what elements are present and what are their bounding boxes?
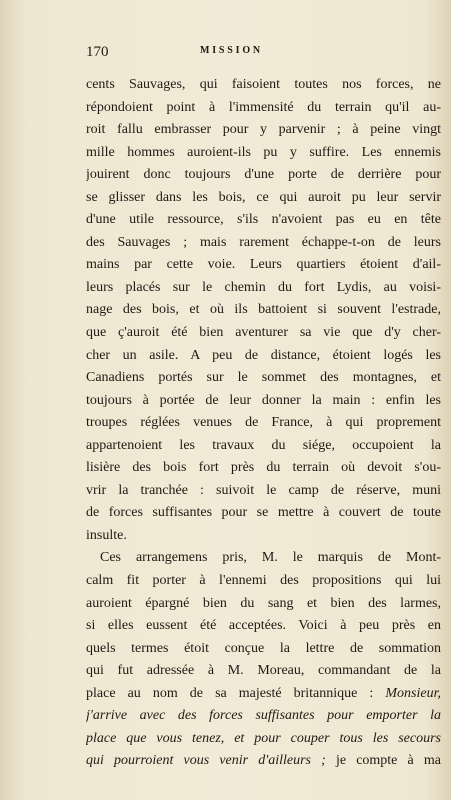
italic-line: j'arrive avec des forces suffisantes pour emporter la bbox=[86, 708, 441, 724]
text-line: leurs placés sur le chemin du fort Lydis, au voisi- bbox=[86, 279, 441, 295]
text-line: des Sauvages ; mais rarement échappe-t-on de leurs bbox=[86, 234, 441, 250]
text-line: nage des bois, et où ils battoient si souvent l'estrade, bbox=[86, 302, 441, 318]
page-header bbox=[86, 44, 441, 62]
text-line: se glisser dans les bois, ce qui auroit pu leur servir bbox=[86, 189, 441, 205]
paragraph-end-line: insulte. bbox=[86, 527, 127, 543]
text-line: calm fit porter à l'ennemi des propositions qui lui bbox=[86, 573, 441, 589]
body-text bbox=[86, 74, 441, 773]
page-number: 170 bbox=[86, 44, 109, 60]
text-line: qui fut adressée à M. Moreau, commandant de la bbox=[86, 663, 441, 679]
text-line: quels termes étoit conçue la lettre de sommation bbox=[86, 640, 441, 656]
text-line: roit fallu embrasser pour y parvenir ; à peine vingt bbox=[86, 122, 441, 138]
italic-text: Monsieur, bbox=[385, 685, 441, 701]
text-line: Canadiens portés sur le sommet des montagnes, et bbox=[86, 370, 441, 386]
text-line: que ç'auroit été bien aventurer sa vie que d'y cher- bbox=[86, 325, 441, 341]
text-line: de forces suffisantes pour se mettre à couvert de toute bbox=[86, 505, 441, 521]
italic-line: place que vous tenez, et pour couper tous les secours bbox=[86, 730, 441, 746]
text-line: vrir la tranchée : suivoit le camp de réserve, muni bbox=[86, 482, 441, 498]
roman-text: place au nom de sa majesté britannique : bbox=[86, 685, 386, 701]
text-line: jouirent donc toujours d'une porte de derrière pour bbox=[86, 167, 441, 183]
text-line: cents Sauvages, qui faisoient toutes nos forces, ne bbox=[86, 77, 441, 92]
text-line: répondoient point à l'immensité du terrain qu'il au- bbox=[86, 99, 441, 115]
running-head: MISSION bbox=[200, 45, 263, 56]
text-line: mille hommes auroient-ils pu y suffire. Les ennemis bbox=[86, 144, 441, 160]
roman-text: je compte à ma bbox=[335, 753, 441, 769]
paragraph-start-line: Ces arrangemens pris, M. le marquis de Mont- bbox=[100, 550, 441, 566]
text-line: troupes réglées venues de France, à qui proprement bbox=[86, 415, 441, 431]
text-line-mixed bbox=[86, 750, 441, 773]
text-line-mixed bbox=[86, 683, 441, 706]
text-line: cher un asile. A peu de distance, étoient logés les bbox=[86, 347, 441, 363]
text-line: toujours à portée de leur donner la main : enfin les bbox=[86, 392, 441, 408]
text-line: si elles eussent été acceptées. Voici à peu près en bbox=[86, 618, 441, 634]
italic-text: qui pourroient vous venir d'ailleurs ; bbox=[86, 753, 336, 769]
text-line: lisière des bois fort près du terrain où devoit s'ou- bbox=[86, 460, 441, 476]
text-line: appartenoient les travaux du siége, occupoient la bbox=[86, 437, 441, 453]
text-line: auroient épargné bien du sang et bien des larmes, bbox=[86, 595, 441, 611]
text-line: mains par cette voie. Leurs quartiers étoient d'ail- bbox=[86, 257, 441, 273]
text-line: d'une utile ressource, s'ils n'avoient pas eu en tête bbox=[86, 212, 441, 228]
